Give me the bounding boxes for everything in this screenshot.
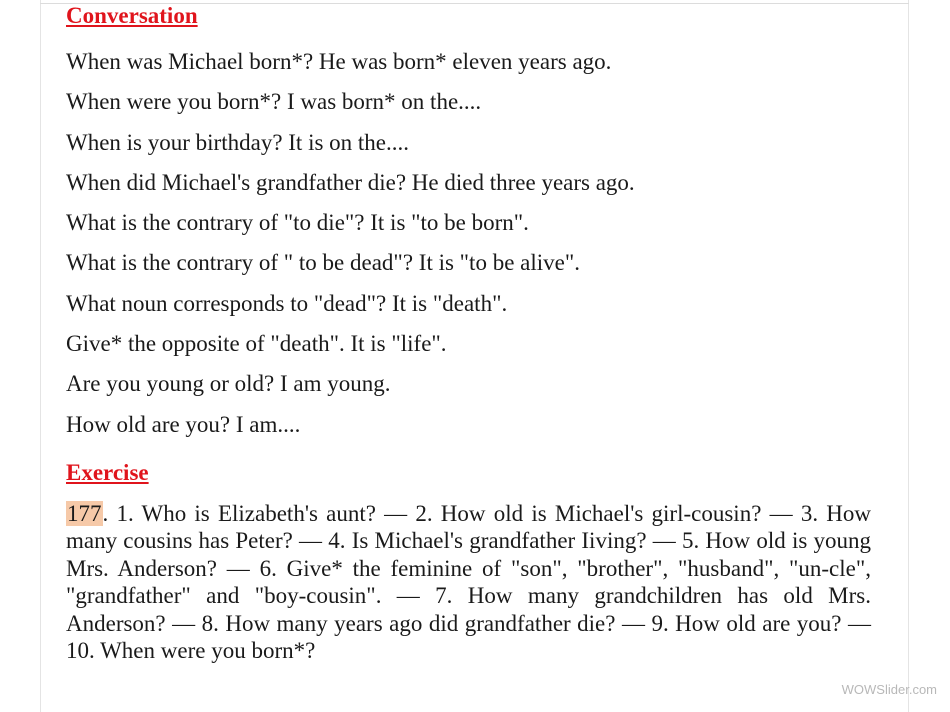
conversation-line: When is your birthday? It is on the.... — [66, 129, 410, 155]
conversation-heading: Conversation — [66, 3, 198, 28]
conversation-line: When did Michael's grandfather die? He died three years ago. — [66, 169, 635, 195]
exercise-paragraph — [66, 500, 871, 664]
conversation-line: Give* the opposite of "death". It is "life". — [66, 331, 447, 357]
conversation-line: What is the contrary of " to be dead"? It is "to be alive". — [66, 250, 580, 276]
exercise-heading: Exercise — [66, 460, 149, 485]
conversation-line: When were you born*? I was born* on the.... — [66, 89, 482, 115]
conversation-line: When was Michael born*? He was born* eleven years ago. — [66, 49, 612, 74]
exercise-questions: . 1. Who is Elizabeth's aunt? — 2. How old is Michael's girl-cousin? — 3. How many cousins has Peter? — 4. Is Michael's grandfather Iiving? — 5. How old is young Mrs. Anderson? — 6. Give* the feminine of "son", "brother", "husband", "un-cle", "grandfather" and "boy-cousin". — 7. How many grandchildren has old Mrs. Anderson? — 8. How many years ago did grandfather die? — 9. How old are you? — 10. When were you born*? — [66, 501, 871, 664]
conversation-line: Are you young or old? I am young. — [66, 371, 391, 397]
conversation-line: What is the contrary of "to die"? It is "to be born". — [66, 210, 529, 236]
conversation-line: What noun corresponds to "dead"? It is "death". — [66, 290, 508, 316]
watermark: WOWSlider.com — [841, 682, 937, 697]
conversation-line: How old are you? I am.... — [66, 411, 301, 437]
conversation-list — [66, 42, 635, 445]
exercise-number-highlight: 177 — [67, 501, 102, 526]
